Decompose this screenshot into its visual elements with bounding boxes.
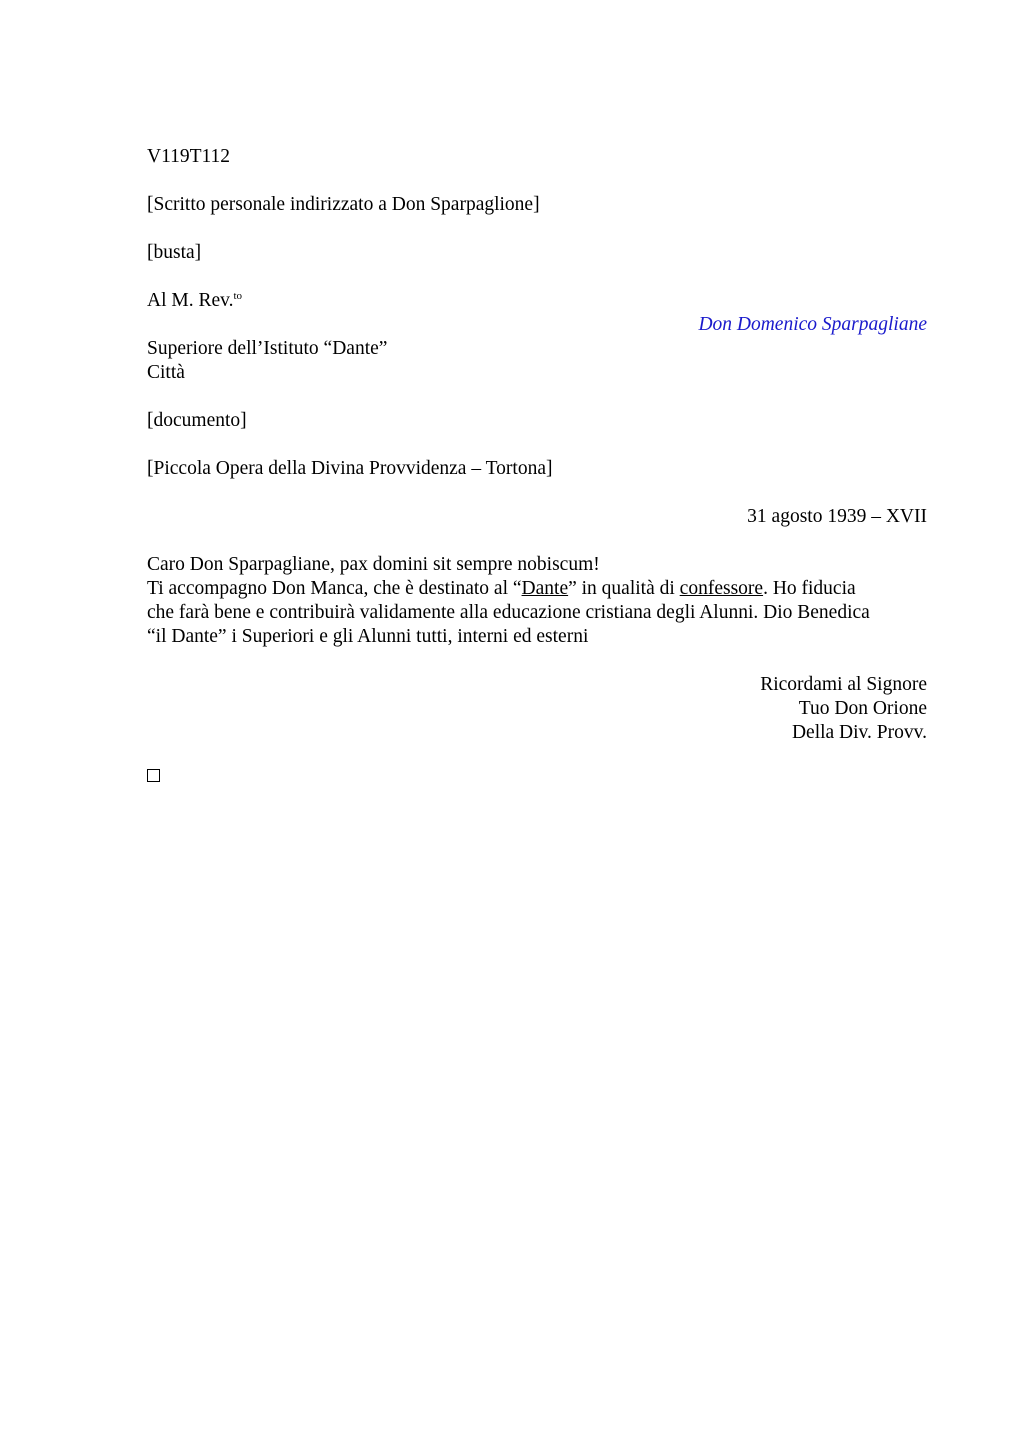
underlined-dante: Dante <box>521 578 569 599</box>
salutation-prefix: Al M. Rev. <box>147 290 234 311</box>
letter-page <box>147 145 927 782</box>
letter-body <box>147 553 927 649</box>
body-text-segment: . Ho fiducia <box>763 578 856 599</box>
salutation-superscript: to <box>233 290 243 302</box>
salutation-line <box>147 289 927 313</box>
letter-date: 31 agosto 1939 – XVII <box>747 506 927 527</box>
body-line-3: “il Dante” i Superiori e gli Alunni tutti, interni ed esterni <box>147 626 589 647</box>
closing-line-1: Ricordami al Signore <box>760 674 927 695</box>
document-code: V119T112 <box>147 146 231 167</box>
closing-signature <box>147 673 927 745</box>
editorial-note: [Scritto personale indirizzato a Don Sparpaglione] <box>147 194 540 215</box>
body-line-2: che farà bene e contribuirà validamente alla educazione cristiana degli Alunni. Dio Benedica <box>147 602 870 623</box>
envelope-address <box>147 289 927 385</box>
greeting: Caro Don Sparpagliane, pax domini sit sempre nobiscum! <box>147 554 600 575</box>
body-line-1 <box>147 577 927 601</box>
addressee-city: Città <box>147 362 185 383</box>
underlined-confessore: confessore <box>679 578 764 599</box>
empty-checkbox-icon <box>147 769 160 782</box>
section-envelope-label: [busta] <box>147 242 202 263</box>
section-document-label: [documento] <box>147 410 247 431</box>
body-text-segment: ” in qualità di <box>568 578 680 599</box>
addressee-name: Don Domenico Sparpagliane <box>698 314 927 335</box>
letterhead: [Piccola Opera della Divina Provvidenza – Tortona] <box>147 458 553 479</box>
body-text-segment: Ti accompagno Don Manca, che è destinato al “ <box>147 578 522 599</box>
closing-line-2: Tuo Don Orione <box>798 698 927 719</box>
addressee-role: Superiore dell’Istituto “Dante” <box>147 338 388 359</box>
closing-line-3: Della Div. Provv. <box>791 722 927 743</box>
